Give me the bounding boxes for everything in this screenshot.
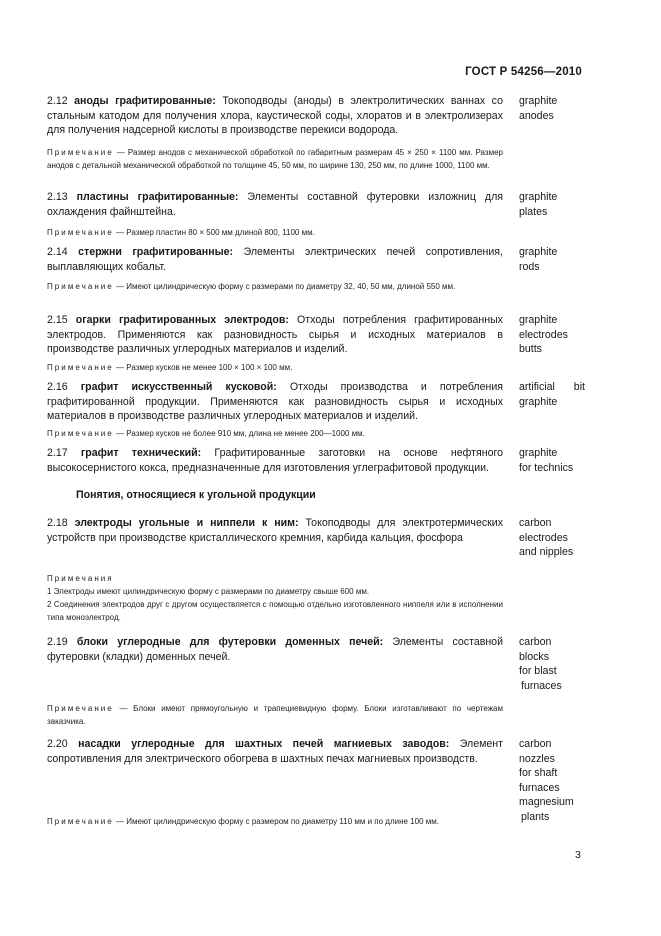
term-name: электроды угольные и ниппели к ним: <box>74 517 299 529</box>
note-2-14: Примечание — Имеют цилиндрическую форму с размерами по диаметру 32, 40, 50 мм, длиной 550 мм. <box>47 282 456 291</box>
english-equivalent-2-17: graphite for technics <box>519 447 574 474</box>
document-header: ГОСТ Р 54256—2010 <box>465 66 582 78</box>
english-equivalent-2-12: graphite anodes <box>519 95 558 122</box>
notes-label: Примечания <box>47 574 114 583</box>
note-2-13: Примечание — Размер пластин 80 × 500 мм длиной 800, 1100 мм. <box>47 228 315 237</box>
term-number: 2.17 <box>47 447 68 459</box>
term-name: графит искусственный кусковой: <box>80 381 277 393</box>
term-name: пластины графитированные: <box>76 191 239 203</box>
note-label: Примечание <box>47 817 114 826</box>
term-number: 2.18 <box>47 517 68 529</box>
term-entry-2-18 <box>47 516 503 545</box>
english-equivalent-2-15: graphite electrodes butts <box>519 314 568 356</box>
term-name: аноды графитированные: <box>74 95 216 107</box>
note-2-15: Примечание — Размер кусков не менее 100 × 100 × 100 мм. <box>47 363 293 372</box>
term-entry-2-19 <box>47 635 503 664</box>
term-entry-2-16 <box>47 380 503 424</box>
term-definition: Отходы производства и потребления графитированной продукции. Применяются как разновидность сырья и исходных материалов в производстве различных углеродных материалов и изделий. <box>47 381 503 423</box>
term-name: огарки графитированных электродов: <box>75 314 289 326</box>
english-equivalent-2-20: carbon nozzles for shaft furnaces magnesium plants <box>519 738 574 823</box>
section-title: Понятия, относящиеся к угольной продукции <box>76 489 316 501</box>
term-entry-2-14 <box>47 245 503 274</box>
term-definition: Элемент сопротивления для электрического обогрева в шахтных печах магниевых производств. <box>47 738 503 765</box>
note-2-20: Примечание — Имеют цилиндрическую форму с размером по диаметру 110 мм и по длине 100 мм. <box>47 817 439 826</box>
term-number: 2.13 <box>47 191 68 203</box>
note-label: Примечание <box>47 148 114 157</box>
note-label: Примечание <box>47 429 114 438</box>
term-name: стержни графитированные: <box>78 246 234 258</box>
term-name: насадки углеродные для шахтных печей магниевых заводов: <box>78 738 450 750</box>
note-label: Примечание <box>47 282 114 291</box>
note-label: Примечание <box>47 704 114 713</box>
term-entry-2-20 <box>47 737 503 766</box>
english-equivalent-2-19: carbon blocks for blast furnaces <box>519 636 562 692</box>
term-definition: Элементы составной футеровки (кладки) доменных печей. <box>47 636 503 663</box>
term-definition: Графитированные заготовки на основе нефтяного высокосернистого кокса, предназначенные для изготовления углеграфитовой продукции. <box>47 447 503 474</box>
note-item: 1 Электроды имеют цилиндрическую форму с размерами по диаметру свыше 600 мм. <box>47 587 370 596</box>
note-2-12: Примечание — Размер анодов с механической обработкой по габаритным размерам 45 × 250 × 1100 мм. Размер анодов с детальной механической обработкой по толщине 45, 50 мм, по ширине 130, 250 мм, по длине 1000, 1100 мм. <box>47 148 503 170</box>
term-number: 2.19 <box>47 636 68 648</box>
term-entry-2-12 <box>47 94 503 138</box>
term-number: 2.12 <box>47 95 68 107</box>
english-equivalent-2-16: artificial bit graphite <box>519 381 585 408</box>
term-number: 2.14 <box>47 246 68 258</box>
term-definition: Токоподводы для электротермических устройств при производстве кристаллического кремния, карбида кальция, фосфора <box>47 517 503 544</box>
english-equivalent-2-18: carbon electrodes and nipples <box>519 517 574 559</box>
term-name: графит технический: <box>80 447 202 459</box>
term-definition: Отходы потребления графитированных электродов. Применяются как разновидность сырья и исходных материалов в производстве различных углеродных материалов и изделий. <box>47 314 503 356</box>
notes-2-18 <box>47 572 503 624</box>
page-number: 3 <box>575 849 581 861</box>
term-definition: Элементы электрических печей сопротивления, выплавляющих кобальт. <box>47 246 503 273</box>
english-equivalent-2-13: graphite plates <box>519 191 558 218</box>
term-number: 2.20 <box>47 738 68 750</box>
term-entry-2-13 <box>47 190 503 219</box>
term-number: 2.16 <box>47 381 68 393</box>
term-number: 2.15 <box>47 314 68 326</box>
term-entry-2-15 <box>47 313 503 357</box>
note-item: 2 Соединения электродов друг с другом осуществляется с помощью отдельно изготовленного ниппеля или в исполнении типа моноэлектрод. <box>47 600 503 622</box>
note-2-16: Примечание — Размер кусков не более 910 мм, длина не менее 200—1000 мм. <box>47 429 365 438</box>
english-equivalent-2-14: graphite rods <box>519 246 558 273</box>
term-name: блоки углеродные для футеровки доменных печей: <box>76 636 384 648</box>
note-2-19: Примечание — Блоки имеют прямоугольную и трапециевидную форму. Блоки изготавливают по чертежам заказчика. <box>47 704 503 726</box>
term-entry-2-17 <box>47 446 503 475</box>
note-label: Примечание <box>47 363 114 372</box>
term-definition: Элементы составной футеровки изложниц для охлаждения файнштейна. <box>47 191 503 218</box>
note-label: Примечание <box>47 228 114 237</box>
term-definition: Токоподводы (аноды) в электролитических ваннах со стальным катодом для получения хлора, каустической соды, хлоратов и в электролизерах для получения надсерной кислоты в производстве перекиси водорода. <box>47 95 503 137</box>
